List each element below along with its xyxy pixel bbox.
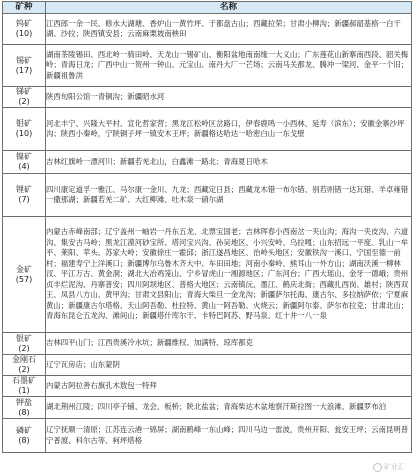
deposit-names: 江西郎一余一民、修水大湖塘、香炉山一黄竹坪、于都盘古山；西藏拉荣；甘肃小柳沟；新疆郝韶基格一白干湖、沙拉；陕西镇安县；云南麻栗坡南秧田 [46,14,412,45]
deposit-names: 吉林四平山门；江西贵溪冷水坑；新疆维权、加满特、琼库都克 [46,333,412,355]
mineral-kind: 锑矿 [16,87,32,96]
mineral-kind-cell [3,217,46,333]
deposit-names: 内蒙古赤峰南部；辽宁盖州一岫岩一丹东五龙、北票宝国老；吉林珲春小西南岔一夹山沟；海沟一夹皮沟、六道沟、集安古马岭；黑龙江漠河砂宝所、塔河宝兴沟、孙吴地区、小兴安岭、乌拉嘎；山东招远一平度、乳山一牟平、莱阳、苹头、苏家大岭；安徽徐庄一霍邱；浙江遂昌地区、治岭头地区；安徽铁沟一溪口、宁国至德一前村；福建寿宁上洋溪口；新疆博尔乌鲁木齐大中、车田田地；河南小秦岭、熊耳山一外方山；湖南沃溪一柳林汊、平江万古、黄金洞；湖北大冶鸡笼山、宁乡冒虎山一湘源地区；广东河台；广西大瑶山、金牙一德峨；贵州贞丰烂泥沟、丹寨普安；四川阿坝地区、普格大地区；云南镇沅、墨江、鹤庆北衙；西藏扎西岗、雄村；陕西双王、凤县八方山、黄甲沟；甘肃文县阳山；青海大柴旦一金龙沟；新疆萨尔托海、康古尔、多拉纳萨依；宁夏麻黄山；新疆康古尔塔格、天山阿吾勒、杜拉特、黄山一阿吾勒、火烧云；新疆阿尔泰、萨尔布拉克；甘肃北山；青海东昆仑五龙沟、滩间山；新疆塔什库尔干、卡特巴阿苏、野马泉、红十井一八一泉 [46,217,412,333]
header-name: 名称 [46,2,412,14]
table-row [3,419,412,453]
deposit-count: (7) [18,195,30,204]
deposit-count: (57) [15,274,33,284]
mineral-kind: 钼矿 [16,119,32,128]
mineral-kind: 钾盐 [16,397,32,407]
mineral-kind: 锂矿 [16,185,32,194]
deposit-names: 辽宁瓦房店；山东蒙阴 [46,355,412,376]
table-row [3,45,412,87]
mineral-kind: 锡矿 [16,55,32,65]
table-body [3,14,412,453]
mineral-kind-cell [3,397,46,419]
table-row [3,174,412,217]
deposit-count: (1) [18,386,30,395]
table-row [3,397,412,419]
mineral-kind-cell [3,87,46,108]
deposit-count: (4) [18,162,30,171]
mineral-kind-cell [3,355,46,376]
deposit-names: 湖南茶陵锡田、西北岭一骑田岭、天龙山一锡矿山、衡阳盆地南南缘一大义山；广东莲花山新寨南西段、韶关梅岭；青海日龙；广西中山一贺州一钟山、元宝山、南丹大厂一芒场；云南马关都龙、腾冲一梁河、金平一个旧；新疆祖鲁洪 [46,45,412,87]
deposit-names: 内蒙古阿拉善右旗孔木敖包一特拜 [46,376,412,397]
mineral-kind-cell [3,151,46,174]
mineral-kind: 磷矿 [16,425,32,435]
mineral-deposit-table [2,1,412,453]
watermark-text: 矿业汇 [384,463,405,471]
mineral-kind: 银矿 [16,333,32,343]
deposit-count: (10) [15,29,33,38]
watermark [371,462,407,472]
deposit-count: (8) [18,407,30,417]
deposit-names: 湖北荆州江陵；四川亭子铺、龙会、板桥；陕北盐盆；青海柴达木盆地察汗斯拉图一大浪滩、新疆罗布泊 [46,397,412,419]
deposit-count: (8) [18,435,30,445]
deposit-count: (2) [18,97,30,106]
deposit-count: (17) [15,65,33,75]
mineral-kind-cell [3,108,46,151]
deposit-names: 辽宁抚顺一清原；江苏连云港一锦屏；湖南鹤峰一东山峰；四川马边一雷波，贵州开阳、瓮安王坪；云南昆明普宁普渡、科尔古等、柯坪塔格 [46,419,412,453]
deposit-names: 河北丰宁、兴隆大平村、宣化哲家营；黑龙江松岭区岔路口，伊春鹿鸣一小西林、延寿（滨东）；安徽金寨沙坪沟；陕西小秦岭，宁陕铜子坪一镇安木王坪；新疆格达哈达一哈密白山一东戈壁 [46,108,412,151]
mineral-kind-cell [3,333,46,355]
mineral-kind-cell [3,45,46,87]
mineral-kind: 钨矿 [16,19,32,28]
deposit-count: (2) [18,365,30,374]
mineral-kind: 金矿 [16,264,32,274]
mineral-kind-cell [3,376,46,397]
mineral-kind-cell [3,174,46,217]
table-row [3,151,412,174]
mineral-kind: 石墨矿 [12,376,36,385]
table-header [3,2,412,14]
mineral-kind: 镍矿 [16,152,32,161]
table-row [3,87,412,108]
table-row [3,376,412,397]
deposit-names: 吉林红旗岭一漂河川；新疆若羌北山，白鑫滩一路北；青海夏日哈木 [46,151,412,174]
mineral-kind-cell [3,419,46,453]
deposit-names: 四川康定道孚一雅江、马尔康一金川、九龙；西藏定日县；西藏龙木错一布尔错、别若则错一达瓦错、羊卓雍错一撒那湖；新疆若羌二矿、大红柳滩、吐木泉一硝尔湖 [46,174,412,217]
deposit-count: (2) [18,343,30,353]
deposit-names: 陕西旬阳公馆一青铜沟；新疆昭水河 [46,87,412,108]
header-kind: 矿种 [3,2,46,14]
table-row [3,14,412,45]
mineral-kind-cell [3,14,46,45]
mineral-kind: 金刚石 [12,355,36,364]
deposit-count: (10) [15,129,33,138]
wechat-icon [373,463,382,472]
table-row [3,355,412,376]
table-row [3,108,412,151]
header-row [3,2,412,14]
table-row [3,333,412,355]
table-row [3,217,412,333]
